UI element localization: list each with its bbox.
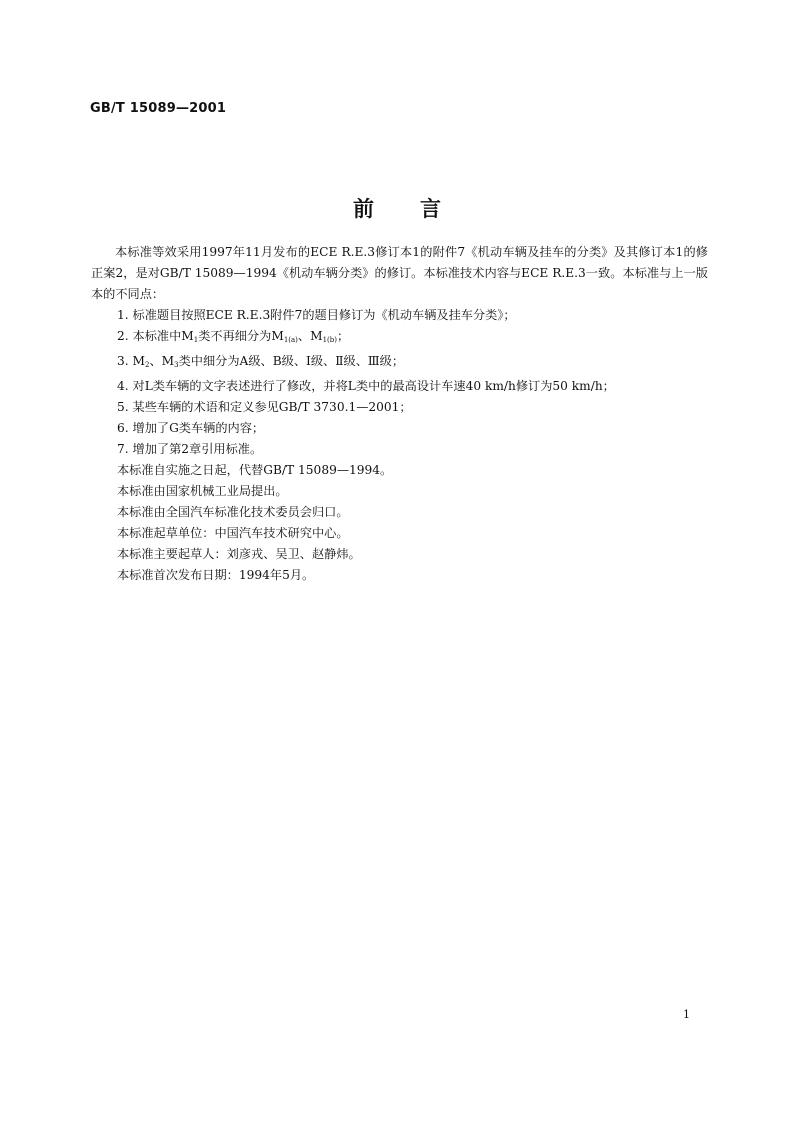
item-3-text-start: 3. M: [117, 354, 145, 368]
item-2-subscript-2: 1(a): [283, 336, 298, 344]
item-2-subscript-3: 1(b): [322, 336, 337, 344]
foreword-body: [91, 242, 708, 586]
drafters-statement: 本标准主要起草人：刘彦戎、吴卫、赵静炜。: [117, 547, 361, 561]
page-title: 前言: [353, 197, 487, 221]
change-item-4: 4. 对L类车辆的文字表述进行了修改，并将L类中的最高设计车速40 km/h修订为50 km/h；: [117, 379, 615, 393]
page-number: 1: [683, 1008, 690, 1021]
standard-code: GB/T 15089—2001: [90, 101, 227, 116]
change-item-5: 5. 某些车辆的术语和定义参见GB/T 3730.1—2001；: [117, 400, 412, 414]
technical-committee-statement: 本标准由全国汽车标准化技术委员会归口。: [117, 505, 349, 519]
item-2-text-end: ；: [336, 329, 350, 343]
first-release-statement: 本标准首次发布日期：1994年5月。: [117, 568, 315, 582]
change-item-1: 1. 标准题目按照ECE R.E.3附件7的题目修订为《机动车辆及挂车分类》；: [117, 308, 516, 322]
drafting-unit-statement: 本标准起草单位：中国汽车技术研究中心。: [117, 526, 349, 540]
item-3-text-end: 类中细分为A级、B级、Ⅰ级、Ⅱ级、Ⅲ级；: [178, 354, 405, 368]
item-2-separator: 、M: [297, 329, 323, 343]
item-3-subscript-2: 3: [174, 361, 179, 369]
change-item-7: 7. 增加了第2章引用标准。: [117, 442, 263, 456]
intro-paragraph: 本标准等效采用1997年11月发布的ECE R.E.3修订本1的附件7《机动车辆及挂车的分类》及其修订本1的修正案2，是对GB/T 15089—1994《机动车辆分类》的修订。本标准技术内容与ECE R.E.3一致。本标准与上一版本的不同点：: [91, 245, 708, 301]
change-item-3: [91, 351, 708, 376]
item-2-text-start: 2. 本标准中M: [117, 329, 194, 343]
proposer-statement: 本标准由国家机械工业局提出。: [117, 484, 288, 498]
item-3-subscript-1: 2: [144, 361, 150, 369]
item-2-subscript-1: 1: [193, 336, 199, 344]
change-item-6: 6. 增加了G类车辆的内容；: [117, 421, 265, 435]
change-item-2: [91, 326, 708, 351]
item-3-separator: 、M: [149, 354, 175, 368]
replacement-statement: 本标准自实施之日起，代替GB/T 15089—1994。: [117, 463, 393, 477]
item-2-text-middle: 类不再细分为M: [198, 329, 284, 343]
